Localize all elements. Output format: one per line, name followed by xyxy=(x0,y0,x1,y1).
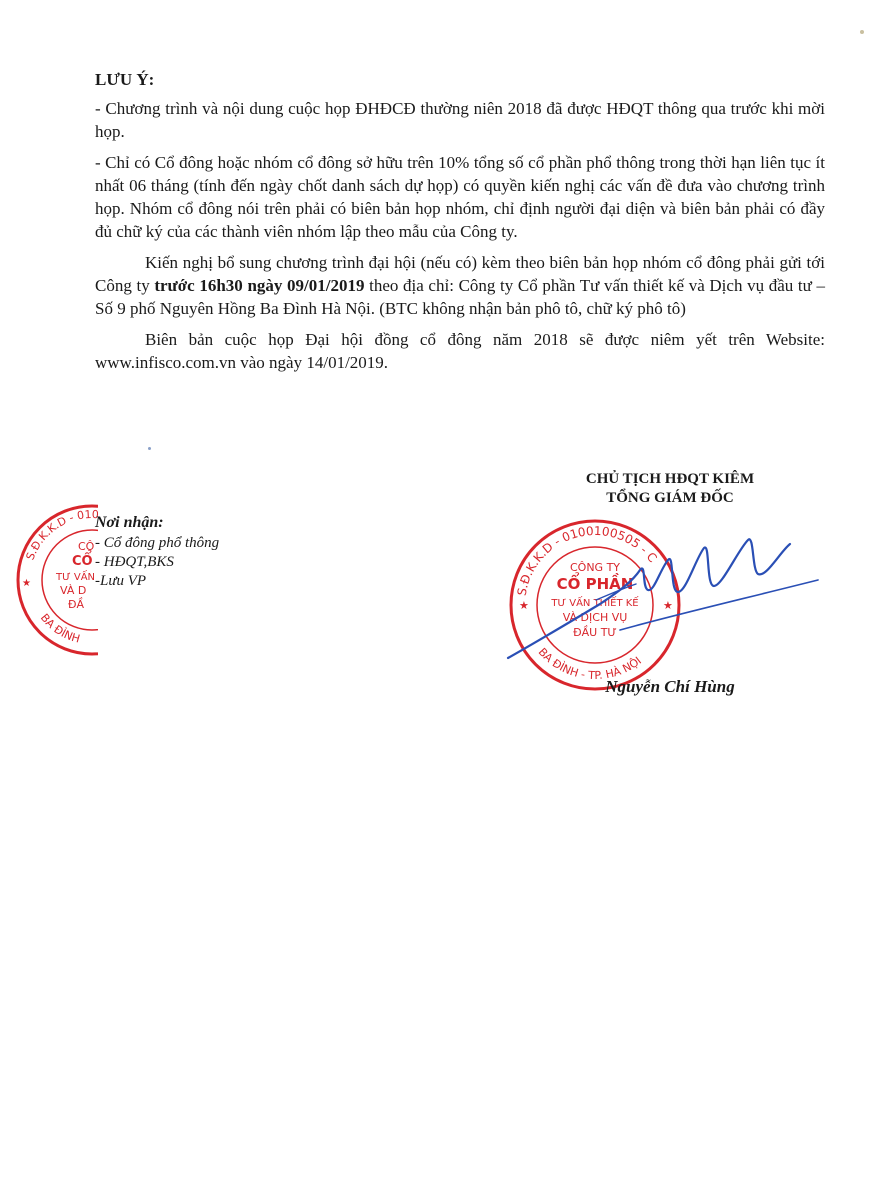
signer-title-line-2: TỔNG GIÁM ĐỐC xyxy=(606,490,734,506)
seal-line-3: TƯ VẤN THIẾT KẾ xyxy=(551,598,639,609)
recipient-item: -Lưu VP xyxy=(95,573,147,589)
left-seal-ring-text: S.Đ.K.K.D - 010 xyxy=(23,507,100,562)
seal-bottom-text: BA ĐÌNH - TP. HÀ NỘI xyxy=(535,645,644,683)
recipient-item: - Cổ đông phổ thông xyxy=(95,535,220,551)
note-item-2: - Chỉ có Cổ đông hoặc nhóm cổ đông sở hữu trên 10% tổng số cổ phần phổ thông trong thời hạn liên tục ít nhất 06 tháng (tính đến ngày chốt danh sách dự họp) có quyền kiến nghị các vấn đề đưa vào chương trình họp. Nhóm cổ đông nói trên phải có biên bản họp nhóm, chỉ định người đại diện và biên bản phải có đầy đủ chữ ký của các thành viên nhóm lập theo mẫu của Công ty. xyxy=(95,153,825,241)
note-item-1: - Chương trình và nội dung cuộc họp ĐHĐCĐ thường niên 2018 đã được HĐQT thông qua trước khi mời họp. xyxy=(95,99,825,141)
scan-speck xyxy=(148,447,151,450)
seal-ring-text: S.Đ.K.K.D - 0100100505 - C xyxy=(514,523,660,597)
seal-star-icon: ★ xyxy=(519,599,529,612)
signer-title-line-1: CHỦ TỊCH HĐQT KIÊM xyxy=(585,471,755,487)
para3-start: Kiến nghị bổ sung chương trình đại hội (nếu có) kèm theo biên bản họp nhóm cổ đông phải gửi tới Công ty xyxy=(95,253,825,295)
seal-line-5: ĐẦU TƯ xyxy=(573,626,617,639)
seal-line-2: CỔ PHẦN xyxy=(556,575,634,593)
note-heading: LƯU Ý: xyxy=(95,70,155,89)
seal-star-icon: ★ xyxy=(663,599,673,612)
left-seal-line-2: CỔ xyxy=(72,554,93,569)
left-partial-seal xyxy=(12,500,98,660)
seal-line-1: CÔNG TY xyxy=(569,561,621,574)
left-seal-bottom-text: BA ĐÌNH xyxy=(37,611,82,646)
recipients-title: Nơi nhận: xyxy=(95,514,164,531)
left-seal-line-4: VÀ D xyxy=(60,584,87,597)
scan-dot xyxy=(860,30,864,34)
svg-text:★: ★ xyxy=(22,578,31,589)
deadline-text: trước 16h30 ngày 09/01/2019 xyxy=(154,276,365,295)
para3-end: theo địa chỉ: Công ty Cổ phần Tư vấn thiết kế và Dịch vụ đầu tư – Số 9 phố Nguyên Hồng Ba Đình Hà Nội. (BTC không nhận bản phô tô, chữ ký phô tô) xyxy=(95,276,825,318)
left-seal-line-3: TƯ VẤN xyxy=(56,572,96,583)
note-paragraph-3 xyxy=(95,251,825,320)
note-paragraph-4: Biên bản cuộc họp Đại hội đồng cổ đông năm 2018 sẽ được niêm yết trên Website: www.infisco.com.vn vào ngày 14/01/2019. xyxy=(95,330,825,372)
recipients-block xyxy=(95,513,219,591)
recipient-item: - HĐQT,BKS xyxy=(95,554,174,570)
seal-line-4: VÀ DỊCH VỤ xyxy=(562,611,628,624)
left-seal-line-5: ĐẦ xyxy=(68,598,85,611)
handwritten-signature xyxy=(500,530,830,670)
left-seal-line-1: CÔ xyxy=(78,540,95,553)
note-body xyxy=(95,97,825,382)
signer-name: Nguyễn Chí Hùng xyxy=(605,677,735,696)
signer-title xyxy=(515,470,825,508)
